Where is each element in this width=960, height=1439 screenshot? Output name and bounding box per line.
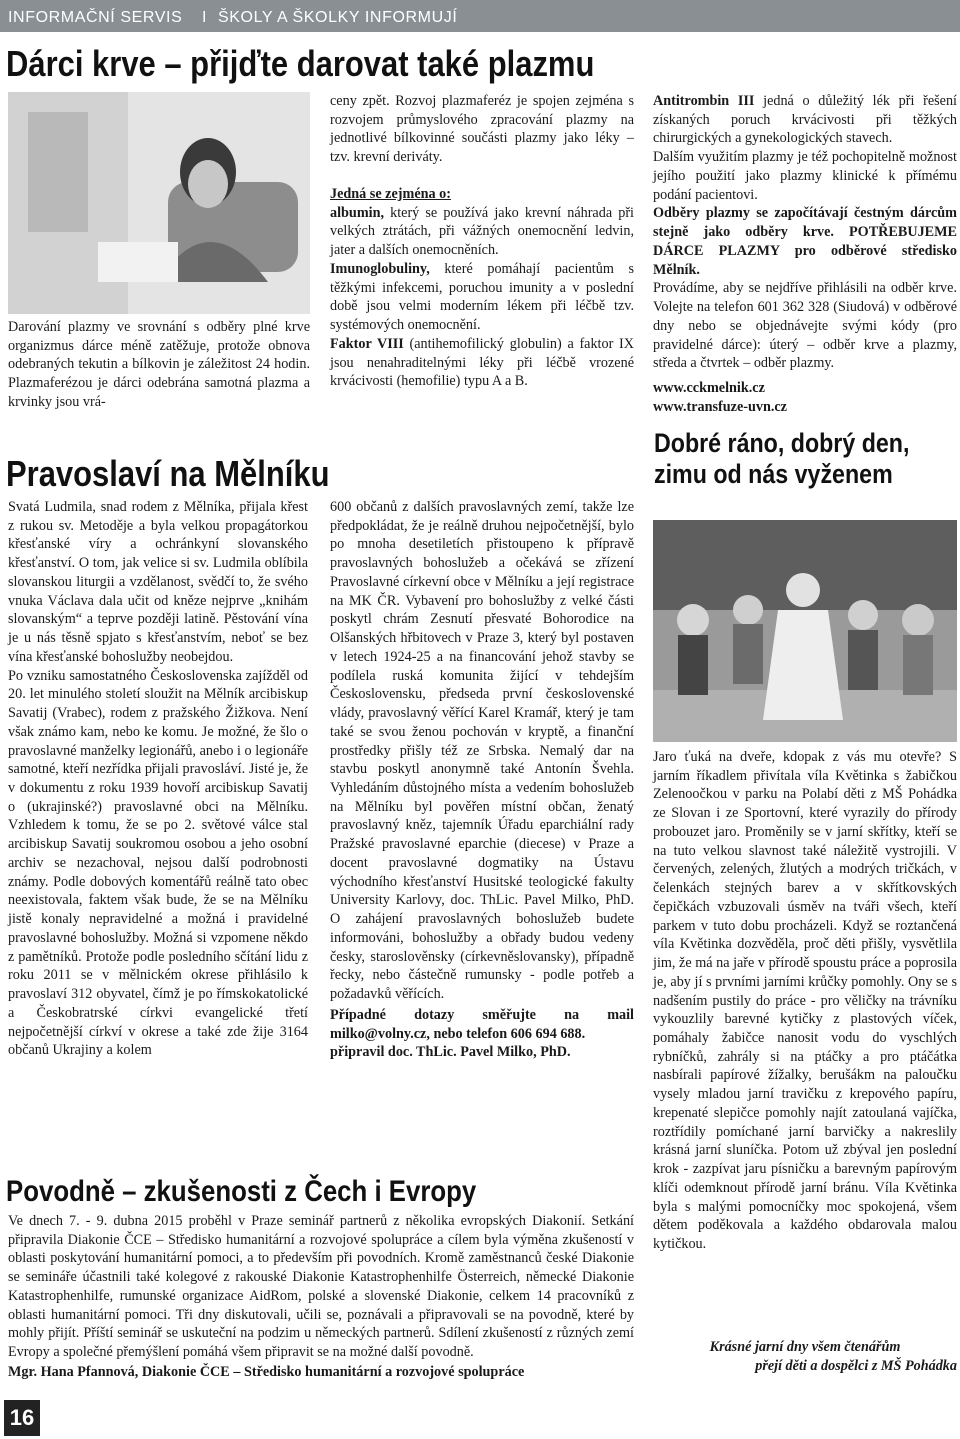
section-label: INFORMAČNÍ SERVIS xyxy=(8,9,183,26)
faktor-label: Faktor VIII xyxy=(330,335,404,352)
donor-callout: Odběry plazmy se započítávají čestným dárcům stejně jako odběry krve. POTŘEBUJEME DÁRCE PLAZMY pro odběrové středisko Mělník. xyxy=(653,205,957,278)
flood-text: Ve dnech 7. - 9. dubna 2015 proběhl v Praze seminář partnerů z několika evropských Diakonií. Setkání připravila Diakonie ČCE – Středisko humanitární a rozvojové spolupráce a cílem byla výměna zkušeností v oblasti poskytování humanitární pomoci, a to především při povodních. Kromě zaměstnanců české Diakonie se semináře účastnili také kolegové z rakouské Diakonie Katastrophenhilfe Österreich, německé Diakonie Katastrophenhilfe, rumunské organizace AidRom, polské a slovenské Diakonie, celkem 14 pracovníků z oblasti humanitární pomoci. Tři dny diskutovali, učili se, poznávali a připravovali se na povodně, které by mohly přijít. Příští seminář se uskuteční na podzim u německých partnerů. Sdílení zkušeností z různých zemí Evropy a společné přemýšlení pomáhá všem připravit se na možné další povodně. xyxy=(8,1213,634,1361)
header-separator: I xyxy=(202,9,208,26)
subsection-label: ŠKOLY A ŠKOLKY INFORMUJÍ xyxy=(218,9,458,26)
orthodoxy-text-3: 600 občanů z dalších pravoslavných zemí, takže lze předpokládat, že je reálně druhou nejpočetnější, bylo po mnoha desetiletích přistoupeno k přípravě pravoslavných bohoslužeb a očekává se zřízení Pravoslavné církevní obce v Mělníku a její registrace na MK ČR. Vybavení pro bohoslužby z velké části poskytl chrám Zesnutí přesvaté Bohorodice na Olšanských hřbitovech v Praze 3, který byl postaven v letech 1924-25 a na financování jehož stavby se podílela ruská komunita žijící v tehdejším Československu, předseda první československé vlády, pravoslavný věřící Karel Kramář, který je tam také se svou ženou pochován v kryptě, a finanční prostředky přišly též ze Srbska. Nemalý dar na stavbu poskytl anonymně také Antonín Švehla. Vyhledáním důstojného místa a vedením bohoslužeb na Mělníku byl pověřen místní občan, ženatý pravoslavný kněz, tajemník Úřadu eparchiální rady Pražské pravoslavné eparchie (diecese) v Praze a docent pravoslavné dogmatiky na Ústavu východního křesťanství Husitské teologické fakulty University Karlovy, doc. ThLic. Pavel Milko, PhD. O zahájení pravoslavných bohoslužeb budete informováni, bohoslužby a obřady budou vedeny česky, staroslověnsky (církevněslovansky), případně řecky, nebo částečně rumunsky - podle potřeb a požadavků věřících. xyxy=(330,499,634,1003)
orthodoxy-title: Pravoslaví na Mělníku xyxy=(6,453,330,494)
plasma-text: ceny zpět. Rozvoj plazmaferéz je spojen zejména s rozvojem průmyslového zpracování plazmy na jednotlivé bílkovinné součásti plazmy jako léky – tzv. krevní deriváty. xyxy=(330,93,634,166)
albumin-label: albumin, xyxy=(330,204,385,221)
albumin-text: který se používá jako krevní náhrada při velkých ztrátách, při vážných onemocnění ledvin, jater a dalších onemocněních. xyxy=(330,204,634,259)
children-photo xyxy=(653,520,957,742)
article-title: Dárci krve – přijďte darovat také plazmu xyxy=(6,43,595,84)
list-heading: Jedná se zejména o: xyxy=(330,185,451,202)
web-link-cck[interactable]: www.cckmelnik.cz xyxy=(653,380,765,397)
flood-signature: Mgr. Hana Pfannová, Diakonie ČCE – Středisko humanitární a rozvojové spolupráce xyxy=(8,1363,525,1380)
orthodoxy-signature: připravil doc. ThLic. Pavel Milko, PhD. xyxy=(330,1044,571,1061)
orthodoxy-text-1: Svatá Ludmila, snad rodem z Mělníka, přijala křest z rukou sv. Metoděje a byla velkou propagátorkou křesťanské víry a ochránkyní slovanského křesťanství. O tom, jak velice si sv. Ludmila oblíbila slovanskou liturgii a vzdělanost, svědčí to, že svého vnuka Václava dala učit od kněze nejprve „knihám slovanským“ a teprve později latině. Pěstování vína je u nás těsně spjato s křesťanstvím, neboť se bez vína křesťanské bohoslužby neobejdou. xyxy=(8,499,308,665)
imuno-text: které pomáhají pacientům s těžkými infekcemi, poruchou imunity a v poslední době jsou velmi moderním lékem při léčbě tzv. systémových onemocnění. xyxy=(330,260,634,334)
plasma-usage-text: Dalším využitím plazmy je též pochopitelně možnost jejího použití jako plazmy klinické k přímému podání pacientovi. xyxy=(653,149,957,203)
antitrombin-text: jedná o důležitý lék při řešení získaných poruch krvácivosti při těžkých chirurgických a gynekologických stavech. xyxy=(653,93,957,147)
flood-title: Povodně – zkušenosti z Čech i Evropy xyxy=(6,1175,477,1208)
antitrombin-label: Antitrombin III xyxy=(653,93,755,109)
spring-title-line-2: zimu od nás vyženem xyxy=(654,459,893,490)
spring-title-line-1: Dobré ráno, dobrý den, xyxy=(654,428,910,458)
section-header-bar xyxy=(0,0,960,32)
imuno-label: Imunoglobuliny, xyxy=(330,260,430,277)
spring-title xyxy=(654,428,909,490)
spring-text: Jaro ťuká na dveře, kdopak z vás mu otevře? S jarním říkadlem přivítala víla Květinka s žabičkou Zelenoočkou v parku na Polabí děti z MŠ Pohádka ze Slovan i ze Sportovní, které vyrazily do přírody probouzet jaro. Proměnily se v jarní skřítky, kteří se na tuto velkou slavnost také náležitě vystrojili. V červených, zelených, žlutých a modrých tričkách, v čelenkách stejných barev a v skřítkovských čepičkách vzbuzovali úsměv na tváři všech, kteří parkem v tuto dobu procházeli. Když se roztančená víla Květinka dozvěděla, proč děti přišly, vysvětlila jim, že má na jaře v přírodě spoustu práce a poprosila je, aby jí s prvními jarními krůčky pomohly. Ony se s nadšením pustily do práce - pro věličky na trávníku vykouzlily barevné kytičky z plastových víček, pomáhaly žabičce nanosit vodu do vyschlých rybníčků, zahrály si na ptáčky a pro ptáčátka nasbírali papírové žížalky, berušákm na paloučku vysely mladou jarní travičku z krepového papíru, krepenaté slepičce pomohly najít zatoulaná vajíčka, roztřídily pomíchané jarní barvičky a nakreslily krásná jarní sluníčka. Potom už zbýval jen poslední krok - zazpívat jaru písničku a barevným papírovým klíči odemknout přírodě jarní bránu. Víla Květinka byla s malými pomocníčky moc spokojená, všem dětem poděkovala a každého obdarovala malou kytičkou. xyxy=(653,749,957,1253)
page-number: 16 xyxy=(4,1400,40,1436)
closing-line-1: Krásné jarní dny všem čtenářům xyxy=(709,1339,901,1355)
orthodoxy-text-2: Po vzniku samostatného Československa zajížděl od 20. let minulého století sloužit na Mělník arcibiskup Savatij (Vrabec), rodem z pražského Žižkova. Není však známo kam, nebo ke komu. Je možné, že šlo o pravoslavné manželky legionářů, anebo i o legionáře samotné, kteří nezřídka přijali pravosláví. Jisté je, že v dokumentu z roku 1939 hovoří arcibiskup Savatij o (ukrajinské?) pravoslavné obci na Mělníku. Vzhledem k tomu, že se po 2. světové válce stal arcibiskup Savatij soukromou osobou a jeho osobní archiv se nezachoval, nejsou další podrobnosti známy. Podle dobových komentářů reálně tato obec neexistovala, faktem však bude, že se na Mělníku jistě konaly nepravidelné a možná i pravidelné pravoslavné bohoslužby. Možná si vzpomene někdo z pamětníků. Protože podle posledního sčítání lidu z roku 2011 se v mělnickém okrese přihlásilo k pravoslaví 312 obyvatel, čímž je po římskokatolické a Českobratrské církvi evangelické třetí nejpočetnější církví v okrese a také zde žije 3164 občanů Ukrajiny a kolem xyxy=(8,667,308,1059)
donor-photo xyxy=(8,92,310,314)
faktor-text: (antihemofilický globulin) a faktor IX jsou nenahraditelnými léky při léčbě vrozené krvácivosti (hemofilie) typu A a B. xyxy=(330,335,634,390)
web-link-transfuze[interactable]: www.transfuze-uvn.cz xyxy=(653,398,787,415)
closing-line-2: přejí děti a dospělci z MŠ Pohádka xyxy=(755,1357,957,1374)
contact-text: Provádíme, aby se nejdříve přihlásili na odběr krve. Volejte na telefon 601 362 328 (Siudová) v odběrové dny nebo se objednávejte svými kódy (pro pravidelné dárce): úterý – odběr krve a plazmy, středa a čtvrtek – odběr plazmy. xyxy=(653,280,957,372)
photo-caption: Darování plazmy ve srovnání s odběry plné krve organizmus dárce méně zatěžuje, protože obnova odebraných tekutin a bílkovin je záležitost 24 hodin. Plazmaferézou je dárci odebrána samotná plazma a krvinky jsou vrá- xyxy=(8,319,310,410)
orthodoxy-contact: Případné dotazy směřujte na mail milko@volny.cz, nebo telefon 606 694 688. xyxy=(330,1006,634,1042)
